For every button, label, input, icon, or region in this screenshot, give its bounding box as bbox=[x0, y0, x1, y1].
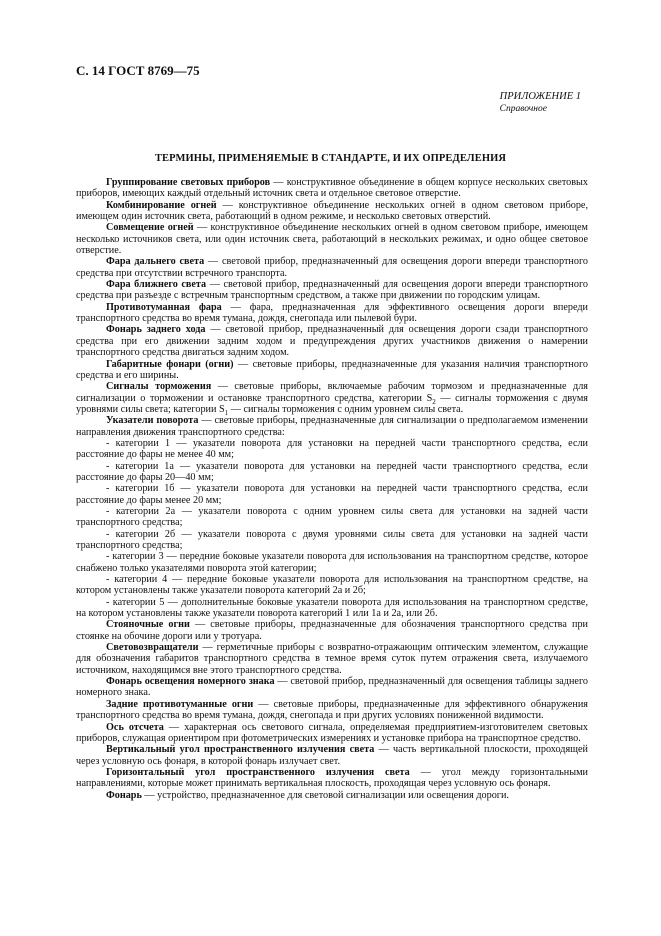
appendix-label: ПРИЛОЖЕНИЕ 1 bbox=[499, 91, 581, 102]
definition-text: - категории 4 — передние боковые указатели поворота для использования на транспортном средстве, на котором установлены также указатели поворота категорий 2а и 2б; bbox=[76, 574, 588, 597]
definition-term: Световозвращатели bbox=[106, 642, 199, 654]
definition-text: — сигналы торможения с одним уровнем силы света. bbox=[228, 403, 464, 415]
definition-text: — световые приборы, предназначенные для обозначения транспортного средства при стоянке на обочине дороги или у тротуара. bbox=[76, 619, 588, 642]
definition-paragraph bbox=[76, 722, 588, 745]
definition-term: Комбинирование огней bbox=[106, 199, 217, 211]
definition-term: Габаритные фонари (огни) bbox=[106, 358, 234, 370]
definition-paragraph bbox=[76, 483, 588, 506]
definition-paragraph bbox=[76, 359, 588, 382]
definition-text: — конструктивное объединение нескольких огней в одном световом приборе, имеющем несколько источников света, или один источник света, работающий в нескольких режимах, и одно общее световое отверстие. bbox=[76, 222, 588, 257]
definition-paragraph bbox=[76, 415, 588, 438]
definition-term: Группирование световых приборов bbox=[106, 177, 271, 188]
section-title: ТЕРМИНЫ, ПРИМЕНЯЕМЫЕ В СТАНДАРТЕ, И ИХ ОПРЕДЕЛЕНИЯ bbox=[154, 153, 507, 164]
definition-text: — световой прибор, предназначенный для освещения дороги впереди транспортного средства при разъезде с встречным транспортным средством, а также при движении по городским улицам. bbox=[76, 279, 588, 302]
definition-paragraph bbox=[76, 200, 588, 223]
definition-text: - категории 2а — указатели поворота с одним уровнем силы света для установки на задней части транспортного средства; bbox=[76, 505, 588, 529]
definition-text: — конструктивное объединение в общем корпусе нескольких световых приборов, имеющих каждый отдельный источник света и отдельное световое отверстие. bbox=[76, 177, 588, 200]
appendix-type: Справочное bbox=[499, 104, 547, 114]
definition-term: Вертикальный угол пространственного излучения света bbox=[106, 744, 375, 756]
definition-text: — угол между горизонтальными направлениями, которые может принимать вертикальная плоскость, проходящая через условную ось фонаря. bbox=[76, 766, 588, 790]
definition-paragraph bbox=[76, 699, 588, 722]
definition-term: Задние противотуманные огни bbox=[106, 698, 254, 710]
definition-text: — световые приборы, предназначенные для указания наличия транспортного средства и его ширины. bbox=[76, 358, 588, 381]
definition-paragraph bbox=[76, 302, 588, 325]
definition-term: Стояночные огни bbox=[106, 619, 190, 631]
definition-paragraph bbox=[76, 551, 588, 574]
definition-term: Фонарь освещения номерного знака bbox=[106, 676, 275, 688]
definition-text: — фара, предназначенная для эффективного освещения дороги впереди транспортного средства во время тумана, дождя, снегопада или пылевой бури. bbox=[76, 301, 588, 325]
definition-term: Фара ближнего света bbox=[106, 279, 207, 291]
definition-term: Фонарь заднего хода bbox=[106, 324, 206, 336]
definition-paragraph bbox=[76, 642, 588, 676]
definition-text: — герметичные приборы с возвратно-отражающим оптическим элементом, служащие для обозначения габаритов транспортного средства в темное время суток путем отражения света, излучаемого источником, находящимся вне этого транспортного средства. bbox=[76, 642, 588, 676]
definition-paragraph bbox=[76, 381, 588, 415]
definition-term: Указатели поворота bbox=[106, 415, 199, 427]
definition-term: Ось отсчета bbox=[106, 721, 164, 733]
definition-text: — световые приборы, предназначенные для эффективного обнаружения транспортного средства во время тумана, дождя, снегопада и при других условиях пониженной видимости. bbox=[76, 698, 588, 722]
definition-paragraph bbox=[76, 222, 588, 256]
definition-paragraph bbox=[76, 324, 588, 358]
definitions-list bbox=[76, 177, 588, 801]
definition-term: Противотуманная фара bbox=[106, 301, 222, 313]
definition-paragraph bbox=[76, 256, 588, 279]
definition-text: — устройство, предназначенное для световой сигнализации или освещения дороги. bbox=[141, 789, 509, 801]
definition-paragraph bbox=[76, 177, 588, 200]
definition-term: Фара дальнего света bbox=[106, 256, 205, 268]
page-header: С. 14 ГОСТ 8769—75 bbox=[76, 63, 200, 78]
definition-text: - категории 1 — указатели поворота для установки на передней части транспортного средства, если расстояние до фары не менее 40 мм; bbox=[76, 437, 588, 461]
definition-term: Фонарь bbox=[106, 789, 142, 801]
definition-paragraph bbox=[76, 574, 588, 597]
definition-text: — характерная ось светового сигнала, определяемая предприятием-изготовителем световых приборов, служащая ориентиром при фотометрических измерениях и установке прибора на транспортное средство. bbox=[76, 721, 589, 744]
definition-text: — световой прибор, предназначенный для освещения дороги сзади транспортного средства при его движении задним ходом и предупреждения других участников движения о намерении транспортного средства двигаться задним ходом. bbox=[76, 324, 588, 359]
definition-text: — световой прибор, предназначенный для освещения таблицы заднего номерного знака. bbox=[76, 676, 588, 699]
definition-paragraph bbox=[76, 597, 588, 620]
subscript: 1 bbox=[224, 408, 229, 417]
definition-term: Совмещение огней bbox=[106, 222, 194, 234]
definition-text: — конструктивное объединение нескольких огней в одном световом приборе, имеющем один источник света, работающий в одном режиме, и несколько световых отверстий. bbox=[76, 199, 589, 223]
definition-term: Горизонтальный угол пространственного излучения света bbox=[106, 766, 410, 778]
definition-paragraph bbox=[76, 790, 588, 801]
definition-text: - категории 1б — указатели поворота для установки на передней части транспортного средства, если расстояние до фары менее 20 мм; bbox=[76, 483, 588, 506]
definition-paragraph bbox=[76, 461, 588, 484]
definition-term: Сигналы торможения bbox=[106, 381, 212, 393]
definition-paragraph bbox=[76, 529, 588, 552]
definition-text: - категории 5 — дополнительные боковые указатели поворота для использования на транспортном средстве, на котором установлены также указатели поворота категорий 1 или 1а и 2а, или 2б. bbox=[76, 596, 588, 620]
definition-text: - категории 3 — передние боковые указатели поворота для использования на транспортном средстве, которое снабжено только указателями поворота этой категории; bbox=[76, 551, 588, 574]
definition-paragraph bbox=[76, 279, 588, 302]
subscript: 2 bbox=[432, 397, 436, 406]
definition-paragraph bbox=[76, 619, 588, 642]
appendix-label-block bbox=[500, 91, 581, 115]
definition-paragraph bbox=[76, 744, 588, 767]
definition-paragraph bbox=[76, 676, 588, 699]
definition-paragraph bbox=[76, 506, 588, 529]
definition-text: — световой прибор, предназначенный для освещения дороги впереди транспортного средства при отсутствии встречного транспорта. bbox=[76, 256, 588, 279]
definition-text: - категории 2б — указатели поворота с двумя уровнями силы света для установки на задней части транспортного средства; bbox=[76, 528, 588, 551]
definition-text: — световые приборы, включаемые рабочим тормозом и предназначенные для сигнализации о торможении и остановке транспортного средства, категории S bbox=[76, 381, 588, 404]
definition-text: — сигналы торможения с двумя уровнями силы света; категории S bbox=[76, 392, 588, 415]
definition-text: — световые приборы, предназначенные для сигнализации о предполагаемом изменении направления движения транспортного средства: bbox=[76, 415, 588, 438]
definition-text: — часть вертикальной плоскости, проходящей через условную ось фонаря, в которой фонарь излучает свет. bbox=[76, 744, 588, 767]
definition-text: - категории 1а — указатели поворота для установки на передней части транспортного средства, если расстояние до фары 20—40 мм; bbox=[76, 460, 588, 483]
definition-paragraph bbox=[76, 438, 588, 461]
definition-paragraph bbox=[76, 767, 588, 790]
